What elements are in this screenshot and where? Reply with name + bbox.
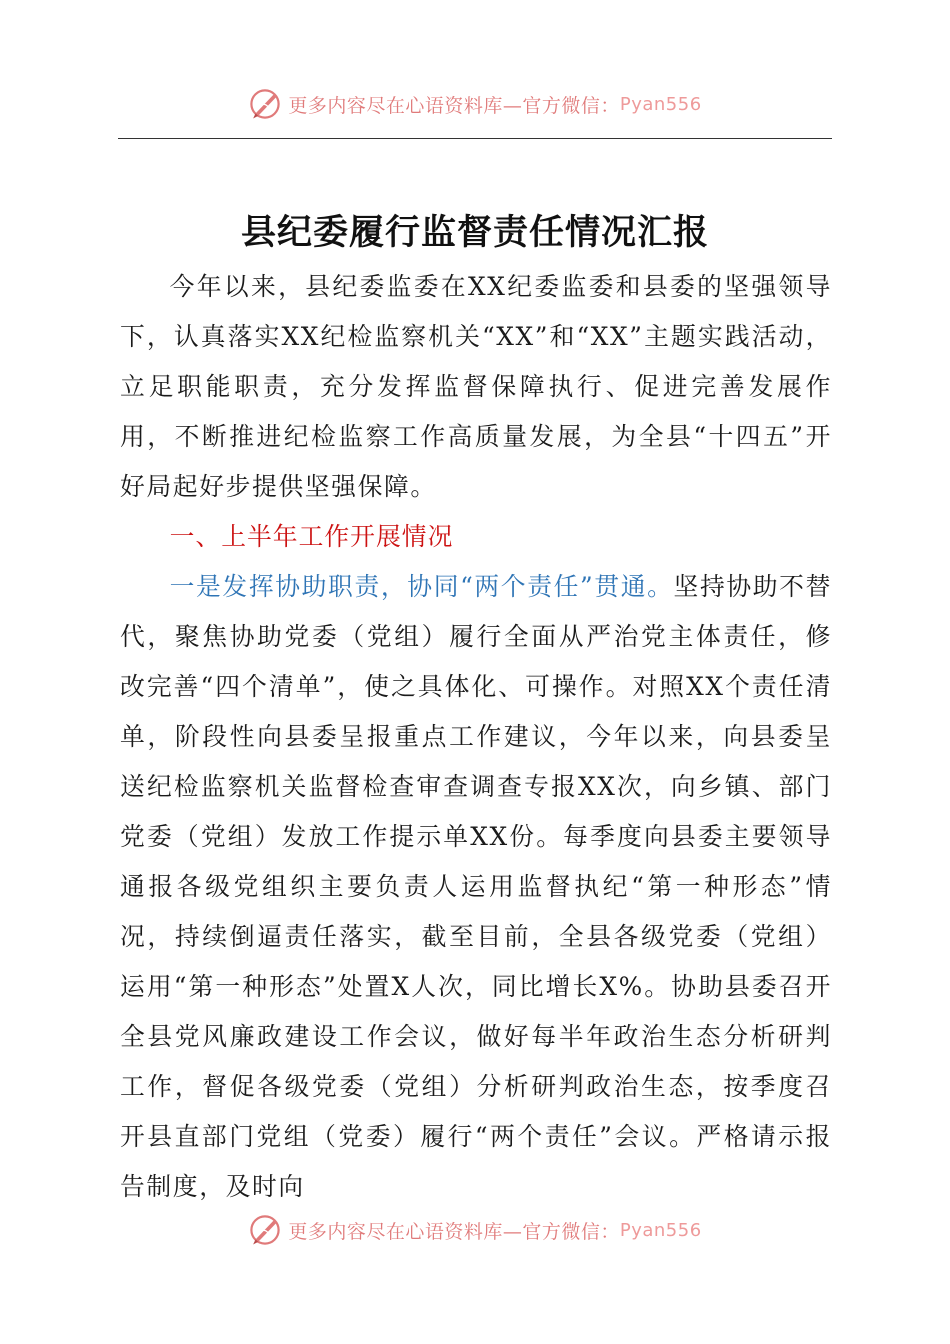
pen-logo-icon [248, 87, 282, 121]
section-paragraph [120, 562, 832, 1212]
watermark-wechat-id: Pyan556 [619, 1219, 702, 1241]
document-title: 县纪委履行监督责任情况汇报 [240, 212, 709, 254]
pen-logo-icon [248, 1213, 282, 1247]
document-body [120, 262, 832, 1212]
paragraph-lead-sentence: 一是发挥协助职责，协同“两个责任”贯通。 [169, 572, 674, 601]
watermark-text: 更多内容尽在心语资料库—官方微信： [288, 1220, 620, 1243]
intro-paragraph: 今年以来，县纪委监委在XX纪委监委和县委的坚强领导下，认真落实XX纪检监察机关“XX”和“XX”主题实践活动，立足职能职责，充分发挥监督保障执行、促进完善发展作用，不断推进纪检监察工作高质量发展，为全县“十四五”开好局起好步提供坚强保障。 [120, 272, 832, 501]
watermark-text: 更多内容尽在心语资料库—官方微信： [288, 94, 620, 117]
header-divider [118, 138, 832, 139]
paragraph-body-text: 坚持协助不替代，聚焦协助党委（党组）履行全面从严治党主体责任，修改完善“四个清单”，使之具体化、可操作。对照XX个责任清单，阶段性向县委呈报重点工作建议，今年以来，向县委呈送纪检监察机关监督检查审查调查专报XX次，向乡镇、部门党委（党组）发放工作提示单XX份。每季度向县委主要领导通报各级党组织主要负责人运用监督执纪“第一种形态”情况，持续倒逼责任落实，截至目前，全县各级党委（党组）运用“第一种形态”处置X人次，同比增长X%。协助县委召开全县党风廉政建设工作会议，做好每半年政治生态分析研判工作，督促各级党委（党组）分析研判政治生态，按季度召开县直部门党组（党委）履行“两个责任”会议。严格请示报告制度，及时向 [120, 572, 832, 1201]
header-watermark [0, 84, 950, 124]
footer-watermark [0, 1210, 950, 1250]
section-heading: 一、上半年工作开展情况 [169, 522, 454, 551]
watermark-wechat-id: Pyan556 [619, 93, 702, 115]
